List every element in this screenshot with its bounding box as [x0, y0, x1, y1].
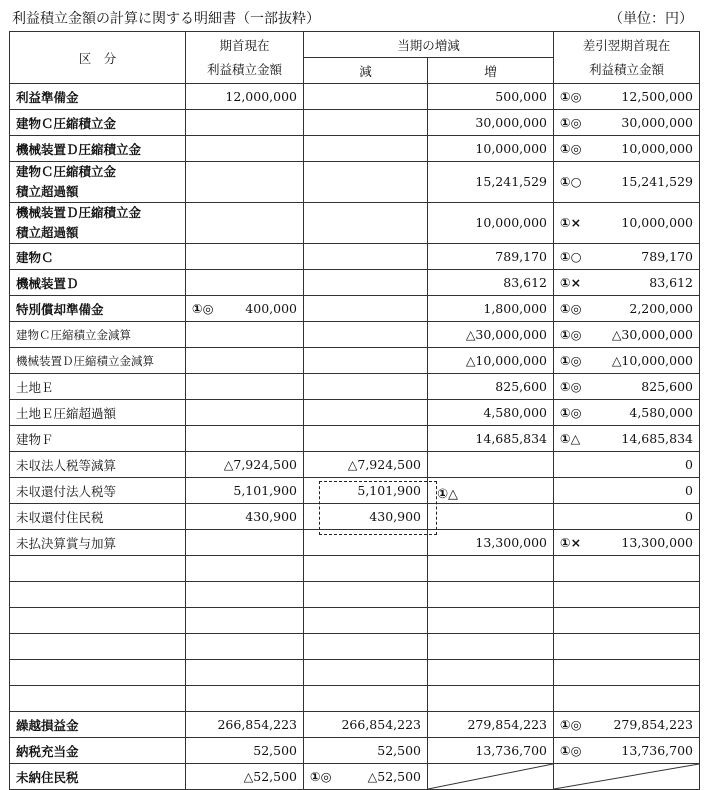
decrease-amount: 52,500: [304, 738, 428, 764]
begin-amount: [186, 608, 304, 634]
row-label: 利益準備金: [10, 84, 186, 110]
amount: 83,612: [649, 275, 693, 290]
decrease-amount: [304, 686, 428, 712]
increase-amount: △10,000,000: [428, 348, 554, 374]
begin-amount: [186, 582, 304, 608]
decrease-amount: [304, 426, 428, 452]
table-row: [10, 426, 700, 452]
table-row: [10, 374, 700, 400]
end-amount: 0: [554, 504, 700, 530]
row-label: 繰越損益金: [10, 712, 186, 738]
page-title: 利益積立金額の計算に関する明細書（一部抜粋）: [12, 11, 320, 27]
grade-mark: ①◎: [560, 301, 582, 316]
grade-mark: ①×: [560, 275, 582, 290]
table-row: [10, 608, 700, 634]
row-label: [10, 634, 186, 660]
increase-amount: △30,000,000: [428, 322, 554, 348]
increase-amount: 500,000: [428, 84, 554, 110]
decrease-amount: [304, 270, 428, 296]
amount: 279,854,223: [613, 717, 693, 732]
row-label: 建物Ｃ圧縮積立金減算: [10, 322, 186, 348]
header-begin: 期首現在 利益積立金額: [186, 32, 304, 84]
increase-amount: [428, 634, 554, 660]
row-label: [10, 556, 186, 582]
table-row: [10, 660, 700, 686]
decrease-amount: [304, 322, 428, 348]
amount: 14,685,834: [621, 431, 693, 446]
begin-amount: 12,000,000: [186, 84, 304, 110]
amount: 13,300,000: [621, 535, 693, 550]
end-amount: [554, 374, 700, 400]
end-amount: [554, 244, 700, 270]
decrease-amount: [304, 110, 428, 136]
amount: 400,000: [245, 301, 297, 316]
decrease-amount: △7,924,500: [304, 452, 428, 478]
amount: △10,000,000: [611, 353, 693, 368]
increase-amount: 30,000,000: [428, 110, 554, 136]
end-amount: [554, 712, 700, 738]
decrease-amount: [304, 203, 428, 244]
begin-amount: △52,500: [186, 764, 304, 790]
row-label: 特別償却準備金: [10, 296, 186, 322]
end-amount: [554, 348, 700, 374]
begin-amount: [186, 203, 304, 244]
decrease-amount: [304, 374, 428, 400]
begin-amount: [186, 556, 304, 582]
decrease-amount: [304, 634, 428, 660]
table-row: [10, 582, 700, 608]
row-label: 土地Ｅ圧縮超過額: [10, 400, 186, 426]
row-label: 建物Ｃ圧縮積立金 積立超過額: [10, 162, 186, 203]
decrease-amount: [304, 400, 428, 426]
increase-amount: 83,612: [428, 270, 554, 296]
decrease-amount: 430,900: [304, 504, 428, 530]
begin-amount: △7,924,500: [186, 452, 304, 478]
table-row: [10, 322, 700, 348]
row-label: 建物Ｃ: [10, 244, 186, 270]
table-row: [10, 504, 700, 530]
table-row: [10, 162, 700, 203]
table-row: [10, 84, 700, 110]
decrease-amount: [304, 348, 428, 374]
end-amount: 0: [554, 478, 700, 504]
increase-amount: 10,000,000: [428, 203, 554, 244]
grade-mark: ①○: [560, 174, 582, 189]
end-amount: [554, 686, 700, 712]
row-label: 機械装置Ｄ圧縮積立金: [10, 136, 186, 162]
table-row: [10, 764, 700, 790]
begin-amount: 266,854,223: [186, 712, 304, 738]
end-amount: [554, 162, 700, 203]
row-label: 未収法人税等減算: [10, 452, 186, 478]
row-label: 未納住民税: [10, 764, 186, 790]
row-label: 機械装置Ｄ圧縮積立金減算: [10, 348, 186, 374]
begin-amount: [186, 136, 304, 162]
increase-amount: [428, 660, 554, 686]
amount: 789,170: [641, 249, 693, 264]
end-amount: [554, 400, 700, 426]
grade-mark: ①◎: [560, 353, 582, 368]
end-amount: [554, 660, 700, 686]
grade-mark: ①◎: [560, 141, 582, 156]
increase-amount: 1,800,000: [428, 296, 554, 322]
end-amount: [554, 322, 700, 348]
increase-amount: [428, 504, 554, 530]
end-amount: [554, 203, 700, 244]
increase-amount: 279,854,223: [428, 712, 554, 738]
amount: 4,580,000: [629, 405, 693, 420]
begin-amount: [186, 634, 304, 660]
grade-mark: ①◎: [560, 405, 582, 420]
table-row: [10, 738, 700, 764]
begin-amount: [186, 348, 304, 374]
increase-amount: 789,170: [428, 244, 554, 270]
begin-amount: [186, 426, 304, 452]
row-label: 未払決算賞与加算: [10, 530, 186, 556]
statement-table: [9, 31, 700, 790]
end-amount: [554, 556, 700, 582]
decrease-amount: [304, 244, 428, 270]
grade-mark: ①◎: [560, 327, 582, 342]
begin-amount: [186, 660, 304, 686]
decrease-amount: [304, 162, 428, 203]
table-row: [10, 478, 700, 504]
decrease-amount: [304, 764, 428, 790]
begin-amount: [186, 374, 304, 400]
row-label: 未収還付住民税: [10, 504, 186, 530]
decrease-amount: [304, 530, 428, 556]
row-label: 建物Ｆ: [10, 426, 186, 452]
end-amount: [554, 84, 700, 110]
begin-amount: [186, 686, 304, 712]
grade-mark: ①○: [560, 249, 582, 264]
amount: 12,500,000: [621, 89, 693, 104]
table-row: [10, 686, 700, 712]
unit-label: （単位：円）: [609, 11, 693, 27]
decrease-amount: 266,854,223: [304, 712, 428, 738]
amount: 15,241,529: [621, 174, 693, 189]
begin-amount: 430,900: [186, 504, 304, 530]
row-label: 土地Ｅ: [10, 374, 186, 400]
grade-mark: ①◎: [560, 115, 582, 130]
begin-amount: 52,500: [186, 738, 304, 764]
increase-amount: 13,736,700: [428, 738, 554, 764]
grade-mark: ①◎: [310, 769, 332, 784]
increase-amount: [428, 556, 554, 582]
table-row: [10, 348, 700, 374]
increase-amount: [428, 582, 554, 608]
table-row: [10, 400, 700, 426]
increase-amount: 4,580,000: [428, 400, 554, 426]
amount: 13,736,700: [621, 743, 693, 758]
header-change: 当期の増減: [304, 32, 554, 58]
table-row: [10, 634, 700, 660]
table-row: [10, 270, 700, 296]
row-label: [10, 582, 186, 608]
decrease-amount: [304, 660, 428, 686]
grade-mark: ①◎: [560, 717, 582, 732]
increase-amount: [428, 608, 554, 634]
end-amount: [554, 296, 700, 322]
row-label: 未収還付法人税等: [10, 478, 186, 504]
grade-mark: ①×: [560, 215, 582, 230]
table-row: [10, 556, 700, 582]
table-row: [10, 110, 700, 136]
amount: △52,500: [367, 769, 421, 784]
decrease-amount: 5,101,900: [304, 478, 428, 504]
end-amount: [554, 426, 700, 452]
decrease-amount: [304, 582, 428, 608]
row-label: [10, 686, 186, 712]
grade-mark: ①◎: [192, 301, 214, 316]
grade-mark: ①◎: [560, 89, 582, 104]
begin-amount: [186, 530, 304, 556]
begin-amount: [186, 322, 304, 348]
end-amount: [554, 608, 700, 634]
increase-amount: 13,300,000: [428, 530, 554, 556]
grade-mark: ①◎: [560, 743, 582, 758]
table-row: [10, 712, 700, 738]
header-decrease: 減: [304, 58, 428, 84]
increase-amount: [428, 686, 554, 712]
end-amount: [554, 738, 700, 764]
end-amount: [554, 582, 700, 608]
end-amount: [554, 136, 700, 162]
table-row: [10, 530, 700, 556]
grade-mark: ①×: [560, 535, 582, 550]
row-label: 建物Ｃ圧縮積立金: [10, 110, 186, 136]
begin-amount: [186, 110, 304, 136]
begin-amount: [186, 270, 304, 296]
table-row: [10, 203, 700, 244]
amount: 10,000,000: [621, 141, 693, 156]
end-amount: [554, 110, 700, 136]
dashed-group-mark: ①△: [437, 487, 459, 502]
end-amount: 0: [554, 452, 700, 478]
begin-amount: 5,101,900: [186, 478, 304, 504]
header-increase: 増: [428, 58, 554, 84]
increase-amount: [428, 764, 554, 790]
grade-mark: ①△: [560, 431, 581, 446]
amount: 825,600: [641, 379, 693, 394]
decrease-amount: [304, 136, 428, 162]
begin-amount: [186, 400, 304, 426]
end-amount: [554, 270, 700, 296]
table-row: [10, 136, 700, 162]
increase-amount: 15,241,529: [428, 162, 554, 203]
end-amount: [554, 764, 700, 790]
decrease-amount: [304, 296, 428, 322]
end-amount: [554, 530, 700, 556]
begin-amount: [186, 162, 304, 203]
decrease-amount: [304, 608, 428, 634]
header-end: 差引翌期首現在 利益積立金額: [554, 32, 700, 84]
increase-amount: 10,000,000: [428, 136, 554, 162]
row-label: [10, 660, 186, 686]
header-kubun: 区 分: [10, 32, 186, 84]
amount: △30,000,000: [611, 327, 693, 342]
increase-amount: [428, 452, 554, 478]
begin-amount: [186, 244, 304, 270]
grade-mark: ①◎: [560, 379, 582, 394]
begin-amount: [186, 296, 304, 322]
row-label: 機械装置Ｄ圧縮積立金 積立超過額: [10, 203, 186, 244]
table-row: [10, 244, 700, 270]
table-row: [10, 452, 700, 478]
amount: 30,000,000: [621, 115, 693, 130]
row-label: 機械装置Ｄ: [10, 270, 186, 296]
decrease-amount: [304, 556, 428, 582]
table-row: [10, 296, 700, 322]
amount: 10,000,000: [621, 215, 693, 230]
end-amount: [554, 634, 700, 660]
decrease-amount: [304, 84, 428, 110]
row-label: 納税充当金: [10, 738, 186, 764]
row-label: [10, 608, 186, 634]
increase-amount: 14,685,834: [428, 426, 554, 452]
increase-amount: 825,600: [428, 374, 554, 400]
amount: 2,200,000: [629, 301, 693, 316]
